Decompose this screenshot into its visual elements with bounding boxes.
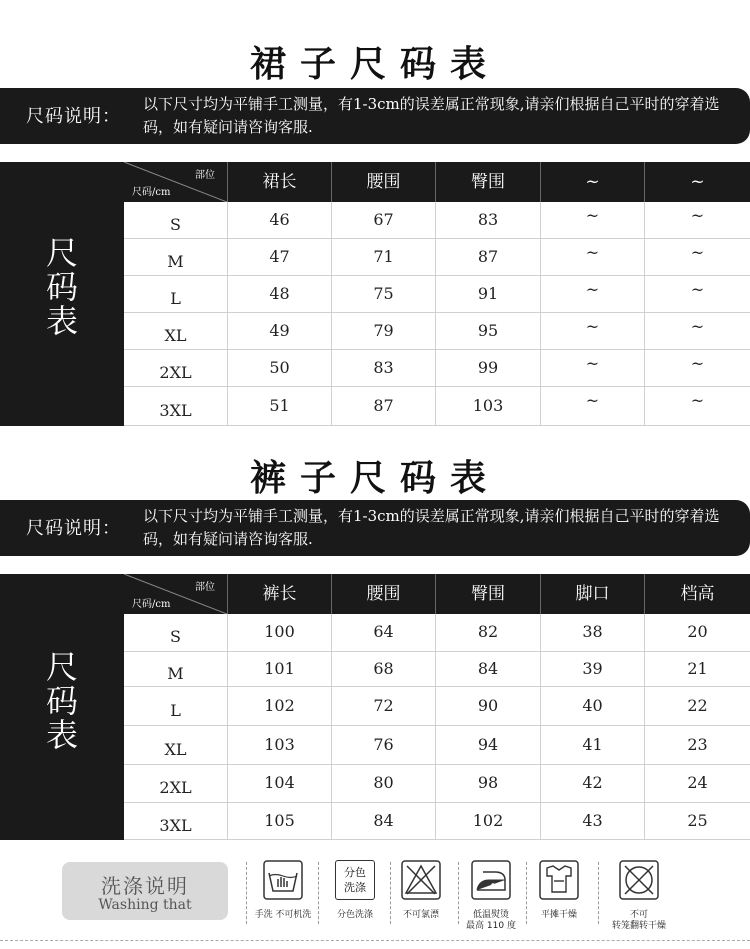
cell-value: 24 bbox=[687, 773, 708, 792]
table-row bbox=[124, 687, 750, 726]
table-row bbox=[124, 652, 750, 687]
separate-wash-icon bbox=[335, 860, 375, 900]
care-caption: 低温熨烫 最高 110 度 bbox=[466, 910, 516, 931]
cell-value: S bbox=[170, 627, 181, 646]
corner-label-size: 尺码/cm bbox=[132, 599, 171, 610]
measure-cell bbox=[331, 202, 435, 238]
measure-cell bbox=[435, 276, 540, 312]
size-cell bbox=[124, 803, 227, 839]
washing-title-cn: 洗涤说明 bbox=[101, 874, 189, 898]
column-header: ~ bbox=[540, 162, 644, 202]
cell-value: 84 bbox=[477, 659, 499, 678]
cell-value: L bbox=[170, 289, 181, 308]
table-row bbox=[124, 202, 750, 239]
cell-value: 103 bbox=[472, 396, 504, 415]
measure-cell bbox=[227, 350, 331, 386]
cell-value: ~ bbox=[585, 391, 600, 410]
measure-cell bbox=[331, 350, 435, 386]
corner-label-part: 部位 bbox=[195, 170, 215, 181]
column-header: 臀围 bbox=[435, 162, 540, 202]
cell-value: 43 bbox=[582, 811, 603, 830]
cell-value: ~ bbox=[585, 317, 600, 336]
table-side-label: 尺 码 表 bbox=[45, 648, 78, 754]
pants-size-title: 裤子尺码表 bbox=[249, 457, 500, 499]
column-header: 腰围 bbox=[331, 162, 435, 202]
measure-cell bbox=[644, 276, 750, 312]
washing-title-en: Washing that bbox=[98, 897, 192, 913]
measure-cell bbox=[227, 202, 331, 238]
cell-value: 94 bbox=[477, 735, 499, 754]
measure-cell bbox=[435, 387, 540, 425]
column-header: 档高 bbox=[644, 574, 750, 614]
cell-value: ~ bbox=[690, 280, 705, 299]
cell-value: 87 bbox=[373, 396, 394, 415]
measure-cell bbox=[227, 687, 331, 725]
table-row bbox=[124, 387, 750, 426]
measure-cell bbox=[227, 726, 331, 764]
cell-value: ~ bbox=[690, 206, 705, 225]
column-header: 脚口 bbox=[540, 574, 644, 614]
measure-cell bbox=[644, 313, 750, 349]
column-header: 腰围 bbox=[331, 574, 435, 614]
table-side-label: 尺 码 表 bbox=[45, 234, 78, 340]
measure-cell bbox=[540, 276, 644, 312]
measure-cell bbox=[644, 614, 750, 651]
care-caption: 手洗 不可机洗 bbox=[254, 910, 312, 920]
pants-size-note bbox=[0, 500, 750, 556]
size-cell bbox=[124, 765, 227, 802]
measure-cell bbox=[227, 313, 331, 349]
measure-cell bbox=[540, 350, 644, 386]
measure-cell bbox=[540, 202, 644, 238]
cell-value: 83 bbox=[477, 210, 499, 229]
cell-value: 49 bbox=[269, 321, 290, 340]
measure-cell bbox=[644, 652, 750, 686]
measure-cell bbox=[227, 387, 331, 425]
cell-value: XL bbox=[164, 740, 187, 759]
cell-value: 95 bbox=[477, 321, 499, 340]
cell-value: ~ bbox=[585, 243, 600, 262]
table-header-row bbox=[124, 574, 750, 614]
measure-cell bbox=[227, 614, 331, 651]
cell-value: 103 bbox=[264, 735, 295, 754]
cell-value: 22 bbox=[687, 696, 708, 715]
measure-cell bbox=[331, 614, 435, 651]
cell-value: 91 bbox=[477, 284, 499, 303]
cell-value: 20 bbox=[687, 622, 708, 641]
column-header: 裙长 bbox=[227, 162, 331, 202]
measure-cell bbox=[540, 387, 644, 425]
skirt-size-title: 裙子尺码表 bbox=[249, 43, 500, 85]
cell-value: 82 bbox=[477, 622, 499, 641]
cell-value: 100 bbox=[264, 622, 295, 641]
cell-value: 83 bbox=[373, 358, 394, 377]
measure-cell bbox=[435, 614, 540, 651]
cell-value: 47 bbox=[269, 247, 290, 266]
table-corner-cell bbox=[124, 574, 227, 614]
note-text: 以下尺寸均为平铺手工测量，有1-3cm的误差属正常现象,请亲们根据自己平时的穿着选码，如有疑问请咨询客服. bbox=[143, 95, 720, 136]
table-row bbox=[124, 765, 750, 803]
measure-cell bbox=[540, 614, 644, 651]
measure-cell bbox=[435, 726, 540, 764]
corner-label-part: 部位 bbox=[195, 582, 215, 593]
measure-cell bbox=[331, 765, 435, 802]
measure-cell bbox=[435, 803, 540, 839]
corner-label-size: 尺码/cm bbox=[132, 187, 171, 198]
cell-value: 105 bbox=[264, 811, 295, 830]
measure-cell bbox=[540, 726, 644, 764]
size-cell bbox=[124, 614, 227, 651]
table-header-row bbox=[124, 162, 750, 202]
cell-value: 42 bbox=[582, 773, 603, 792]
cell-value: 2XL bbox=[159, 778, 192, 797]
cell-value: 40 bbox=[582, 696, 603, 715]
measure-cell bbox=[644, 803, 750, 839]
measure-cell bbox=[540, 687, 644, 725]
measure-cell bbox=[227, 276, 331, 312]
cell-value: 76 bbox=[373, 735, 394, 754]
size-cell bbox=[124, 313, 227, 349]
cell-value: 71 bbox=[373, 247, 394, 266]
measure-cell bbox=[331, 313, 435, 349]
note-text: 以下尺寸均为平铺手工测量，有1-3cm的误差属正常现象,请亲们根据自己平时的穿着选码，如有疑问请咨询客服. bbox=[143, 507, 720, 548]
measure-cell bbox=[435, 202, 540, 238]
size-cell bbox=[124, 350, 227, 386]
cell-value: 23 bbox=[687, 735, 708, 754]
cell-value: 25 bbox=[687, 811, 708, 830]
measure-cell bbox=[435, 239, 540, 275]
column-header: 裤长 bbox=[227, 574, 331, 614]
measure-cell bbox=[644, 239, 750, 275]
cell-value: 84 bbox=[373, 811, 394, 830]
cell-value: 38 bbox=[582, 622, 603, 641]
cell-value: ~ bbox=[585, 354, 600, 373]
cell-value: 3XL bbox=[159, 401, 192, 420]
cell-value: XL bbox=[164, 326, 187, 345]
measure-cell bbox=[644, 765, 750, 802]
washing-instructions-badge bbox=[62, 862, 228, 920]
measure-cell bbox=[644, 687, 750, 725]
low-iron-icon bbox=[471, 860, 511, 900]
measure-cell bbox=[644, 726, 750, 764]
cell-value: ~ bbox=[690, 317, 705, 336]
cell-value: 87 bbox=[477, 247, 499, 266]
cell-value: 99 bbox=[477, 358, 499, 377]
cell-value: 79 bbox=[373, 321, 394, 340]
cell-value: 102 bbox=[264, 696, 295, 715]
cell-value: 39 bbox=[582, 659, 603, 678]
no-bleach-icon bbox=[401, 860, 441, 900]
cell-value: 102 bbox=[472, 811, 504, 830]
column-header: 臀围 bbox=[435, 574, 540, 614]
cell-value: 48 bbox=[269, 284, 290, 303]
measure-cell bbox=[540, 803, 644, 839]
note-label: 尺码说明： bbox=[26, 106, 121, 127]
care-caption: 不可氯漂 bbox=[402, 910, 439, 920]
size-cell bbox=[124, 239, 227, 275]
measure-cell bbox=[435, 652, 540, 686]
size-cell bbox=[124, 387, 227, 425]
table-side-label-panel bbox=[0, 162, 124, 426]
cell-value: 98 bbox=[477, 773, 499, 792]
table-side-label-panel bbox=[0, 574, 124, 840]
cell-value: ~ bbox=[690, 354, 705, 373]
table-corner-cell bbox=[124, 162, 227, 202]
cell-value: 46 bbox=[269, 210, 290, 229]
measure-cell bbox=[644, 387, 750, 425]
measure-cell bbox=[540, 313, 644, 349]
measure-cell bbox=[435, 765, 540, 802]
size-cell bbox=[124, 726, 227, 764]
skirt-size-note bbox=[0, 88, 750, 144]
cell-value: S bbox=[170, 215, 181, 234]
measure-cell bbox=[644, 350, 750, 386]
table-row bbox=[124, 803, 750, 840]
cell-value: ~ bbox=[690, 243, 705, 262]
cell-value: M bbox=[167, 664, 184, 683]
size-cell bbox=[124, 687, 227, 725]
cell-value: M bbox=[167, 252, 184, 271]
cell-value: 2XL bbox=[159, 363, 192, 382]
cell-value: ~ bbox=[585, 280, 600, 299]
note-label: 尺码说明： bbox=[26, 518, 121, 539]
care-caption: 分色洗涤 bbox=[336, 910, 373, 920]
measure-cell bbox=[435, 350, 540, 386]
size-cell bbox=[124, 652, 227, 686]
measure-cell bbox=[331, 239, 435, 275]
measure-cell bbox=[540, 765, 644, 802]
hand-wash-icon bbox=[263, 860, 303, 900]
measure-cell bbox=[331, 803, 435, 839]
flat-dry-icon bbox=[539, 860, 579, 900]
skirt-size-table bbox=[0, 162, 750, 426]
measure-cell bbox=[331, 387, 435, 425]
measure-cell bbox=[227, 239, 331, 275]
measure-cell bbox=[227, 803, 331, 839]
measure-cell bbox=[227, 765, 331, 802]
measure-cell bbox=[435, 313, 540, 349]
measure-cell bbox=[435, 687, 540, 725]
measure-cell bbox=[540, 652, 644, 686]
table-row bbox=[124, 276, 750, 313]
cell-value: 51 bbox=[269, 396, 290, 415]
cell-value: 72 bbox=[373, 696, 394, 715]
column-header: ~ bbox=[644, 162, 750, 202]
table-row bbox=[124, 726, 750, 765]
cell-value: 104 bbox=[264, 773, 295, 792]
measure-cell bbox=[331, 276, 435, 312]
cell-value: 80 bbox=[373, 773, 394, 792]
measure-cell bbox=[331, 687, 435, 725]
table-row bbox=[124, 313, 750, 350]
measure-cell bbox=[227, 652, 331, 686]
cell-value: 41 bbox=[582, 735, 603, 754]
cell-value: 101 bbox=[264, 659, 295, 678]
care-caption: 不可 转笼翻转干燥 bbox=[611, 910, 666, 931]
cell-value: L bbox=[170, 701, 181, 720]
cell-value: ~ bbox=[690, 391, 705, 410]
cell-value: 67 bbox=[373, 210, 394, 229]
no-tumble-dry-icon bbox=[619, 860, 659, 900]
cell-value: 21 bbox=[687, 659, 708, 678]
size-cell bbox=[124, 202, 227, 238]
cell-value: 68 bbox=[373, 659, 394, 678]
care-caption: 平摊干燥 bbox=[540, 910, 577, 920]
cell-value: ~ bbox=[585, 206, 600, 225]
pants-size-table bbox=[0, 574, 750, 840]
measure-cell bbox=[540, 239, 644, 275]
table-row bbox=[124, 614, 750, 652]
cell-value: 75 bbox=[373, 284, 394, 303]
size-cell bbox=[124, 276, 227, 312]
icon-text: 分色 洗涤 bbox=[344, 866, 366, 894]
table-row bbox=[124, 350, 750, 387]
cell-value: 64 bbox=[373, 622, 394, 641]
measure-cell bbox=[644, 202, 750, 238]
measure-cell bbox=[331, 726, 435, 764]
measure-cell bbox=[331, 652, 435, 686]
bottom-divider bbox=[0, 940, 750, 941]
cell-value: 50 bbox=[269, 358, 290, 377]
table-row bbox=[124, 239, 750, 276]
cell-value: 90 bbox=[477, 696, 499, 715]
cell-value: 3XL bbox=[159, 816, 192, 835]
